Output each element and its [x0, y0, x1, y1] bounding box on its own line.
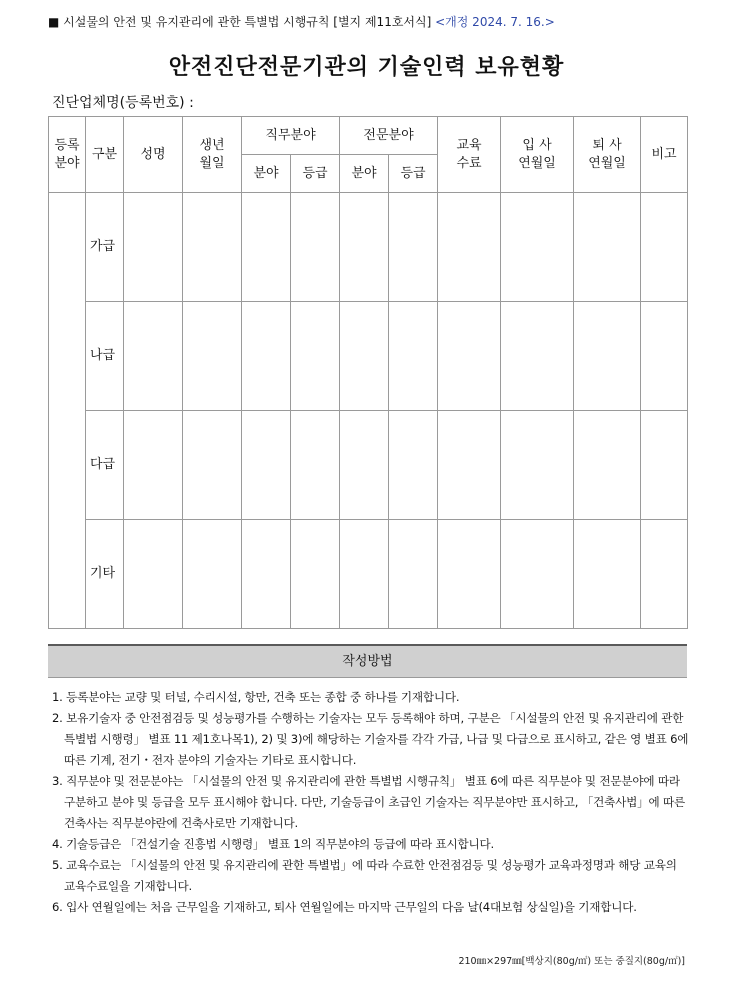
job-field-cell[interactable]	[242, 193, 291, 302]
instructions-list	[48, 687, 689, 918]
instruction-item: 1. 등록분야는 교량 및 터널, 수리시설, 항만, 건축 또는 종합 중 하나를 기재합니다.	[52, 690, 460, 704]
grade-label: 가급	[86, 193, 124, 302]
header-reg-field	[49, 117, 86, 193]
specialty-field-cell[interactable]	[340, 302, 389, 411]
instructions-title-bar	[48, 644, 687, 678]
hire-date-cell[interactable]	[501, 193, 574, 302]
birth-cell[interactable]	[183, 520, 242, 629]
leave-date-cell[interactable]	[574, 193, 641, 302]
header-birth-text: 생년 월일	[199, 137, 225, 171]
instruction-item: 2. 보유기술자 중 안전점검등 및 성능평가를 수행하는 기술자는 모두 등록해야 하며, 구분은 「시설물의 안전 및 유지관리에 관한 특별법 시행령」 별표 11 제1호나목1), 2) 및 3)에 해당하는 기술자를 각각 가급, 나급 및 다급으로 표시하고, 같은 영 별표 6에 따른 기계, 전기・전자 분야의 기술자는 기타로 표시합니다.	[52, 711, 689, 767]
instructions-title: 작성방법	[342, 654, 393, 669]
instruction-item: 3. 직무분야 및 전문분야는 「시설물의 안전 및 유지관리에 관한 특별법 시행규칙」 별표 6에 따른 직무분야 및 전문분야에 따라 구분하고 분야 및 등급을 모두 표시해야 합니다. 다만, 기술등급이 초급인 기술자는 직무분야만 표시하고, 「건축사법」에 따른 건축사는 직무분야란에 건축사로만 기재합니다.	[52, 774, 686, 830]
header-leave-date-text: 퇴 사 연월일	[588, 137, 626, 171]
remarks-cell[interactable]	[641, 520, 688, 629]
header-hire-date	[501, 117, 574, 193]
birth-cell[interactable]	[183, 302, 242, 411]
remarks-cell[interactable]	[641, 302, 688, 411]
training-cell[interactable]	[438, 302, 501, 411]
document-title: 안전진단전문기관의 기술인력 보유현황	[168, 55, 565, 80]
paper-spec: 210㎜×297㎜[백상지(80g/㎡) 또는 중질지(80g/㎡)]	[458, 956, 685, 967]
job-grade-cell[interactable]	[291, 520, 340, 629]
header-leave-date	[574, 117, 641, 193]
table-row	[49, 520, 688, 629]
instruction-item: 5. 교육수료는 「시설물의 안전 및 유지관리에 관한 특별법」에 따라 수료한 안전점검등 및 성능평가 교육과정명과 해당 교육의 교육수료일을 기재합니다.	[52, 858, 677, 893]
table-row	[49, 193, 688, 302]
job-field-cell[interactable]	[242, 302, 291, 411]
table-row	[49, 302, 688, 411]
specialty-field-cell[interactable]	[340, 193, 389, 302]
hire-date-cell[interactable]	[501, 520, 574, 629]
specialty-grade-cell[interactable]	[389, 302, 438, 411]
name-cell[interactable]	[124, 193, 183, 302]
leave-date-cell[interactable]	[574, 411, 641, 520]
job-grade-cell[interactable]	[291, 302, 340, 411]
header-hire-date-text: 입 사 연월일	[518, 137, 556, 171]
name-cell[interactable]	[124, 302, 183, 411]
training-cell[interactable]	[438, 520, 501, 629]
specialty-grade-cell[interactable]	[389, 520, 438, 629]
job-field-cell[interactable]	[242, 411, 291, 520]
instruction-item: 4. 기술등급은 「건설기술 진흥법 시행령」 별표 1의 직무분야의 등급에 따라 표시합니다.	[52, 837, 494, 851]
job-field-cell[interactable]	[242, 520, 291, 629]
hire-date-cell[interactable]	[501, 411, 574, 520]
leave-date-cell[interactable]	[574, 302, 641, 411]
job-grade-cell[interactable]	[291, 411, 340, 520]
form-header-text: ■ 시설물의 안전 및 유지관리에 관한 특별법 시행규칙 [별지 제11호서식]	[48, 15, 432, 29]
revision-date: <개정 2024. 7. 16.>	[435, 15, 555, 29]
header-name: 성명	[124, 117, 183, 193]
header-reg-field-text: 등록 분야	[54, 137, 80, 171]
birth-cell[interactable]	[183, 193, 242, 302]
training-cell[interactable]	[438, 193, 501, 302]
header-job-field-grade: 등급	[291, 155, 340, 193]
company-name-label: 진단업체명(등록번호) :	[52, 95, 194, 111]
grade-label: 나급	[86, 302, 124, 411]
specialty-field-cell[interactable]	[340, 520, 389, 629]
personnel-table	[48, 116, 688, 629]
leave-date-cell[interactable]	[574, 520, 641, 629]
hire-date-cell[interactable]	[501, 302, 574, 411]
header-birth	[183, 117, 242, 193]
remarks-cell[interactable]	[641, 411, 688, 520]
training-cell[interactable]	[438, 411, 501, 520]
header-category: 구분	[86, 117, 124, 193]
header-remarks: 비고	[641, 117, 688, 193]
grade-label: 기타	[86, 520, 124, 629]
specialty-grade-cell[interactable]	[389, 193, 438, 302]
reg-field-cell[interactable]	[49, 193, 86, 629]
birth-cell[interactable]	[183, 411, 242, 520]
header-specialty-field-grade: 등급	[389, 155, 438, 193]
specialty-grade-cell[interactable]	[389, 411, 438, 520]
header-specialty-field: 전문분야	[340, 117, 438, 155]
name-cell[interactable]	[124, 520, 183, 629]
form-header	[48, 13, 555, 30]
header-job-field-field: 분야	[242, 155, 291, 193]
grade-label: 다급	[86, 411, 124, 520]
name-cell[interactable]	[124, 411, 183, 520]
remarks-cell[interactable]	[641, 193, 688, 302]
header-specialty-field-field: 분야	[340, 155, 389, 193]
header-training	[438, 117, 501, 193]
job-grade-cell[interactable]	[291, 193, 340, 302]
header-training-text: 교육 수료	[456, 137, 482, 171]
header-job-field: 직무분야	[242, 117, 340, 155]
table-row	[49, 411, 688, 520]
instruction-item: 6. 입사 연월일에는 처음 근무일을 기재하고, 퇴사 연월일에는 마지막 근무일의 다음 날(4대보험 상실일)을 기재합니다.	[52, 900, 637, 914]
specialty-field-cell[interactable]	[340, 411, 389, 520]
